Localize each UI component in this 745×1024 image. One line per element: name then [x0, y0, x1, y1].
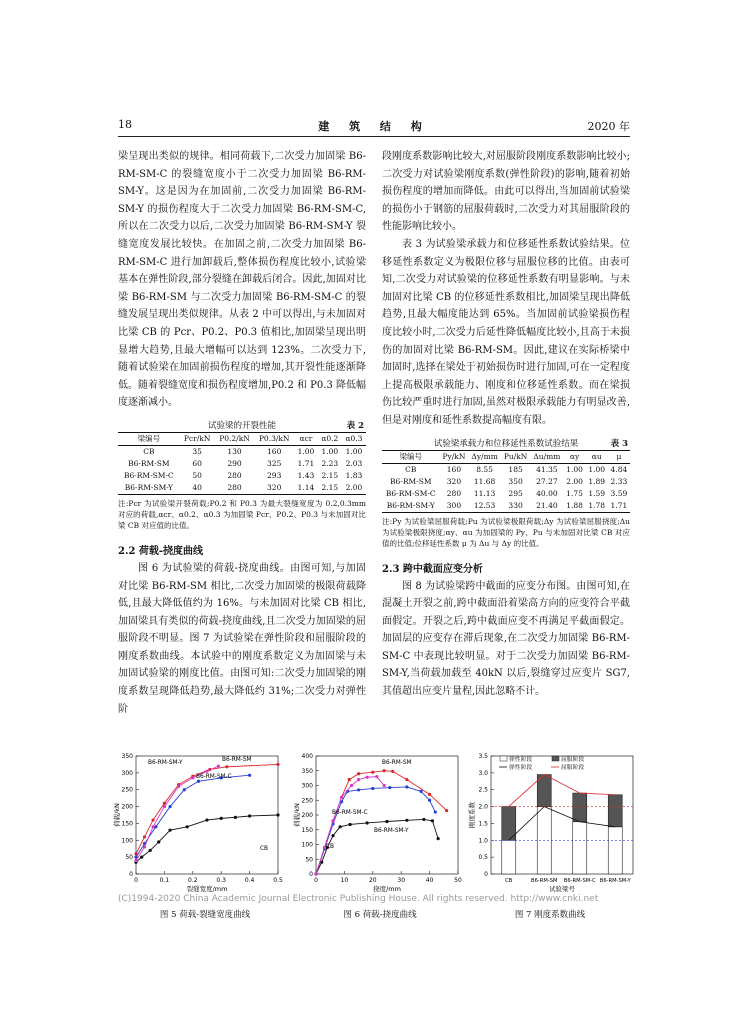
- legend-swatch: [500, 756, 507, 761]
- series-label: B6-RM-SM-C: [332, 810, 368, 816]
- y-tick-label: 350: [301, 767, 313, 775]
- x-tick-label: 0.4: [244, 877, 255, 884]
- right-para-3: 图 8 为试验梁跨中截面的应变分布图。由图可知,在混凝土开裂之前,跨中截面沿着梁高方向的应变符合平截面假定。开裂之后,跨中截面应变不再满足平截面假定。加固层的应变存在滞后现象,在二次受力加固梁 B6-RM-SM-C 中表现比较明显。对于二次受力加固梁 B6-RM-SM-Y,当荷载加载至 40kN 以后,裂缝穿过应变片 SG7,其值超出应变片量程,因此忽略不计。: [382, 580, 630, 698]
- legend-label: 弹性阶段: [509, 765, 533, 771]
- data-point-B6-RM-SM-C: [434, 810, 437, 813]
- table2-cell: 290: [227, 458, 242, 468]
- series-label: B6-RM-SM-Y: [148, 760, 183, 766]
- table2-cell: 280: [227, 470, 242, 480]
- data-point-B6-RM-SM-C: [183, 788, 186, 791]
- table3-cell: 1.00: [566, 464, 583, 474]
- data-point-B6-RM-SM-Y: [134, 859, 137, 862]
- bar-elastic: [573, 822, 587, 874]
- y-tick-label: 3.0: [478, 769, 488, 777]
- table2-cell: 130: [227, 446, 242, 456]
- left-para-1: 梁呈现出类似的规律。相同荷载下,二次受力加固梁 B6-RM-SM-C 的裂缝宽度小于二次受力加固梁 B6-RM-SM-Y。这是因为在加固前,二次受力加固梁 B6-RM-SM-Y 的损伤程度大于二次受力加固梁 B6-RM-SM-C,所以在二次受力以后,二次受力加固梁 B6-RM-SM-Y 裂缝宽度发展比较快。在加固之前,二次受力加固梁 B6-RM-SM-C 进行加卸载后,整体损伤程度比较小,试验梁基本在弹性阶段,部分裂缝在卸载后闭合。因此,加固对比梁 B6-RM-SM 与二次受力加固梁 B6-RM-SM-C 的裂缝发展呈现出类似规律。从表 2 中可以得出,与未加固对比梁 CB 的 Pcr、P0.2、P0.3 值相比,加固梁呈现出明显增大趋势,且最大增幅可以达到 123%。二次受力下,随着试验梁在加固前损伤程度的增加,其开裂性能逐渐降低。随着裂缝宽度和损伤程度增加,P0.2 和 P0.3 降低幅度逐渐减小。: [118, 151, 366, 409]
- y-tick-label: 2.5: [478, 786, 488, 794]
- data-point-B6-RM-SM-Y: [331, 819, 334, 822]
- data-point-B6-RM-SM-Y: [314, 872, 317, 875]
- table3-cell: 1.71: [610, 500, 628, 510]
- y-axis-label: 荷载/kN: [293, 803, 301, 827]
- data-point-CB: [157, 840, 160, 843]
- table2-cell: B6-RM-SM: [128, 458, 170, 468]
- series-label: CB: [260, 846, 269, 852]
- data-point-B6-RM-SM-Y: [177, 785, 180, 788]
- table2-cell: CB: [143, 446, 155, 456]
- table3-header-cell: μ: [616, 451, 622, 461]
- series-label: CB: [326, 844, 335, 850]
- x-tick-label: 0.2: [188, 877, 198, 884]
- y-tick-label: 200: [301, 812, 313, 819]
- table2-cell: 280: [227, 482, 242, 492]
- table3-cell: 1.89: [588, 476, 606, 486]
- figure-7-caption: 图 7 刚度系数曲线: [514, 910, 586, 920]
- data-point-CB: [431, 819, 434, 822]
- data-point-B6-RM-SM-Y: [143, 845, 146, 848]
- y-axis-label: 荷载/kN: [113, 803, 121, 827]
- table3-cell: 8.55: [476, 464, 493, 474]
- data-point-B6-RM-SM: [151, 818, 154, 821]
- x-tick-label: 0.1: [159, 877, 170, 884]
- legend-label: 弹性阶段: [509, 757, 533, 763]
- y-tick-label: 50: [125, 854, 133, 862]
- section-2-2-heading: 2.2 荷载-挠度曲线: [118, 545, 204, 557]
- table2-header-cell: P0.2/kN: [219, 433, 250, 443]
- table2-cell: 1.00: [345, 446, 363, 456]
- y-tick-label: 200: [121, 803, 133, 811]
- data-point-B6-RM-SM-C: [371, 787, 374, 790]
- table2-header-cell: 梁编号: [137, 433, 161, 443]
- x-category-label: B6-RM-SM-Y: [599, 878, 631, 884]
- table2-cell: 50: [192, 470, 202, 480]
- figure-6: [290, 748, 465, 898]
- data-point-B6-RM-SM-Y: [340, 796, 343, 799]
- x-tick-label: 0.3: [216, 877, 226, 884]
- table2-header-cell: αcr: [299, 433, 313, 443]
- x-tick-label: 10: [340, 877, 349, 884]
- series-label: B6-RM-SM: [382, 760, 412, 766]
- table3-header-row: [382, 450, 630, 463]
- table2-cell: 60: [192, 458, 202, 468]
- data-point-B6-RM-SM-Y: [383, 784, 386, 787]
- data-point-CB: [385, 820, 388, 823]
- table3-cell: B6-RM-SM: [390, 476, 432, 486]
- table2: [118, 432, 366, 495]
- data-point-B6-RM-SM: [371, 771, 374, 774]
- table3-cell: 185: [508, 464, 523, 474]
- y-tick-label: 150: [121, 820, 133, 828]
- table3-cell: B6-RM-SM-Y: [386, 500, 435, 510]
- table3-cell: 40.00: [536, 488, 558, 498]
- bar-yield: [608, 795, 622, 827]
- watermark: (C)1994-2020 China Academic Journal Electronic Publishing House. All rights reserved. http://www.cnki.net: [118, 894, 599, 904]
- data-point-CB: [422, 818, 425, 821]
- data-point-CB: [437, 837, 440, 840]
- y-tick-label: 0.5: [478, 854, 488, 862]
- data-point-B6-RM-SM-Y: [366, 776, 369, 779]
- table3-cell: 1.59: [588, 488, 606, 498]
- table3-row: [382, 476, 630, 488]
- x-tick-label: 0.5: [273, 877, 283, 884]
- table3-header-cell: Pu/kN: [503, 451, 528, 461]
- figure-7: [465, 748, 640, 898]
- table2-cell: 1.14: [297, 482, 315, 492]
- y-tick-label: 0: [129, 871, 133, 878]
- bar-yield: [573, 793, 587, 822]
- table2-cell: 320: [267, 482, 282, 492]
- data-point-B6-RM-SM: [405, 778, 408, 781]
- table2-row: [118, 445, 366, 458]
- data-point-B6-RM-SM-C: [197, 780, 200, 783]
- data-point-CB: [149, 849, 152, 852]
- figure-7-chart: [465, 748, 640, 898]
- table3-header-cell: Δy/mm: [471, 451, 498, 461]
- y-tick-label: 300: [121, 769, 133, 777]
- data-point-B6-RM-SM-Y: [357, 778, 360, 781]
- legend-swatch: [552, 756, 559, 761]
- data-point-B6-RM-SM: [276, 763, 279, 766]
- table3-cell: 330: [508, 500, 523, 510]
- table3-number: 表 3: [610, 438, 628, 449]
- x-axis-label: 裂缝宽度/mm: [186, 885, 228, 893]
- data-point-B6-RM-SM: [383, 769, 386, 772]
- table3-cell: 11.13: [473, 488, 496, 498]
- table2-note: 注:Pcr 为试验梁开裂荷载;P0.2 和 P0.3 为最大裂缝宽度为 0.2,0.3mm 对应的荷载,αcr、α0.2、α0.3 为加固梁 Pcr、P0.2、P0.3 与未加固对比梁 CB 对应值的比值。: [118, 498, 366, 530]
- table3-header-cell: αy: [569, 451, 580, 461]
- data-point-CB: [168, 829, 171, 832]
- y-tick-label: 350: [121, 753, 133, 760]
- table3-cell: 320: [446, 476, 462, 486]
- data-point-B6-RM-SM-Y: [151, 825, 154, 828]
- data-point-B6-RM-SM-C: [248, 774, 251, 777]
- data-point-B6-RM-SM: [348, 778, 351, 781]
- table3-caption: [382, 438, 630, 450]
- x-tick-label: 0: [134, 877, 138, 884]
- x-category-label: B6-RM-SM: [531, 878, 558, 884]
- table3-cell: 1.78: [588, 500, 606, 510]
- x-axis-label: 挠度/mm: [373, 885, 401, 893]
- y-tick-label: 100: [301, 841, 313, 849]
- page-number: 18: [118, 118, 132, 131]
- x-tick-label: 30: [397, 877, 406, 884]
- elastic-trend-line: [509, 807, 616, 841]
- data-point-B6-RM-SM: [225, 765, 228, 768]
- table2-cell: 40: [192, 482, 202, 492]
- header-rule: [118, 136, 630, 137]
- figure-5: [110, 748, 285, 898]
- y-tick-label: 100: [121, 837, 133, 845]
- table3-cell: 3.59: [610, 488, 628, 498]
- table2-cell: 1.43: [297, 470, 315, 480]
- y-tick-label: 1.0: [478, 837, 488, 845]
- data-point-B6-RM-SM-C: [428, 799, 431, 802]
- table2-caption: [118, 420, 366, 432]
- data-point-B6-RM-SM-C: [154, 825, 157, 828]
- table3-header-cell: 梁编号: [399, 451, 423, 461]
- data-point-CB: [405, 819, 408, 822]
- data-point-CB: [339, 825, 342, 828]
- legend-label: 屈服阶段: [561, 765, 585, 771]
- table3-cell: 1.75: [566, 488, 583, 498]
- table2-cell: B6-RM-SM-Y: [124, 482, 173, 492]
- x-tick-label: 40: [425, 877, 434, 884]
- data-point-CB: [220, 817, 223, 820]
- table2-cell: 1.71: [297, 458, 315, 468]
- table2-cell: 1.00: [297, 446, 315, 456]
- figure-6-chart: [290, 748, 465, 898]
- table2-row: [118, 470, 366, 482]
- data-point-CB: [205, 818, 208, 821]
- x-category-label: B6-RM-SM-C: [563, 878, 596, 884]
- series-line-B6-RM-SM: [316, 771, 447, 874]
- legend-label: 屈服阶段: [561, 757, 585, 763]
- y-tick-label: 250: [121, 786, 133, 794]
- y-tick-label: 300: [301, 782, 313, 790]
- table3-note: 注:Py 为试验梁屈服荷载;Pu 为试验梁极限荷载;Δy 为试验梁屈服挠度;Δu 为试验梁极限挠度;αy、αu 为加固梁的 Py、Pu 与未加固对比梁 CB 对应值的比值;位移延性系数 μ 为 Δu 与 Δy 的比值。: [382, 516, 630, 548]
- series-label: B6-RM-SM: [222, 757, 252, 763]
- data-point-B6-RM-SM: [391, 770, 394, 773]
- left-column: [118, 148, 366, 718]
- table2-cell: B6-RM-SM-C: [123, 470, 174, 480]
- bar-elastic: [502, 840, 516, 874]
- figure-5-chart: [110, 748, 285, 898]
- table3-row: [382, 488, 630, 500]
- table3-header-cell: αu: [591, 451, 602, 461]
- data-point-B6-RM-SM-Y: [163, 805, 166, 808]
- y-tick-label: 2.0: [478, 803, 488, 811]
- table2-cell: 1.83: [345, 470, 363, 480]
- table3-cell: 11.68: [473, 476, 496, 486]
- table3-cell: 160: [446, 464, 462, 474]
- data-point-CB: [248, 814, 251, 817]
- y-tick-label: 1.5: [478, 820, 488, 828]
- data-point-CB: [331, 834, 334, 837]
- y-tick-label: 3.5: [478, 753, 488, 760]
- series-line-B6-RM-SM-C: [136, 775, 250, 857]
- data-point-B6-RM-SM: [143, 835, 146, 838]
- table2-cell: 2.00: [345, 482, 363, 492]
- table2-header-row: [118, 432, 366, 445]
- page-header: [118, 118, 630, 134]
- table3-header-cell: Δu/mm: [533, 451, 561, 461]
- right-para-2: 表 3 为试验梁承载力和位移延性系数试验结果。位移延性系数定义为极限位移与屈服位移的比值。由表可知,二次受力对试验梁的位移延性系数有明显影响。与未加固对比梁 CB 的位移延性系数相比,加固梁呈现出降低趋势,且最大幅度能达到 65%。当加固前试验梁损伤程度比较小时,二次受力后延性降低幅度比较小,且高于未损伤的加固对比梁 B6-RM-SM。因此,建议在实际桥梁中加固时,选择在梁处于初始损伤时进行加固,可在一定程度上提高极限承载能力、刚度和位移延性系数。而在梁损伤比较严重时进行加固,虽然对极限承载能力有明显改善,但是对刚度和延性系数提高幅度有限。: [382, 238, 630, 426]
- table2-cell: 160: [267, 446, 282, 456]
- data-point-B6-RM-SM-C: [168, 805, 171, 808]
- data-point-CB: [276, 813, 279, 816]
- table2-header-cell: α0.2: [321, 433, 339, 443]
- y-tick-label: 50: [305, 856, 313, 864]
- data-point-CB: [140, 856, 143, 859]
- table2-cell: 325: [267, 458, 282, 468]
- x-tick-label: 0: [314, 877, 318, 884]
- data-point-CB: [186, 825, 189, 828]
- x-tick-label: 20: [368, 877, 377, 884]
- data-point-B6-RM-SM-C: [405, 785, 408, 788]
- figure-6-caption: 图 6 荷载-挠度曲线: [343, 910, 417, 920]
- table3-row: [382, 463, 630, 476]
- table3-cell: 27.27: [536, 476, 558, 486]
- data-point-CB: [366, 821, 369, 824]
- y-tick-label: 0: [484, 871, 488, 878]
- table2-header-cell: α0.3: [345, 433, 363, 443]
- y-tick-label: 400: [301, 753, 313, 760]
- x-category-label: CB: [505, 878, 513, 884]
- table2-row: [118, 458, 366, 470]
- data-point-B6-RM-SM: [445, 809, 448, 812]
- journal-year: 2020 年: [587, 120, 630, 133]
- table2-title: 试验梁的开裂性能: [207, 420, 276, 431]
- table3-cell: 1.00: [588, 464, 606, 474]
- data-point-B6-RM-SM-Y: [191, 776, 194, 779]
- journal-title: 建 筑 结 构: [318, 120, 430, 133]
- table2-cell: 2.03: [345, 458, 363, 468]
- table2-cell: 2.15: [321, 470, 339, 480]
- table3-cell: 41.35: [536, 464, 558, 474]
- table3-cell: 21.40: [536, 500, 558, 510]
- right-column: [382, 148, 630, 701]
- x-axis-label: 试验梁号: [549, 885, 575, 893]
- figures-row: [110, 748, 640, 978]
- table3-cell: 295: [508, 488, 523, 498]
- table3-cell: 350: [508, 476, 523, 486]
- section-2-3-heading: 2.3 跨中截面应变分析: [382, 563, 483, 575]
- table3-cell: 300: [446, 500, 462, 510]
- data-point-B6-RM-SM-Y: [375, 775, 378, 778]
- yield-trend-line: [509, 775, 616, 807]
- series-line-CB: [136, 815, 278, 862]
- table3-header-cell: Py/kN: [442, 451, 466, 461]
- table2-header-cell: Pcr/kN: [183, 433, 211, 443]
- table2-cell: 2.23: [321, 458, 339, 468]
- y-axis-label: 刚度系数: [468, 802, 476, 828]
- data-point-B6-RM-SM-C: [357, 788, 360, 791]
- left-para-2: 图 6 为试验梁的荷载-挠度曲线。由图可知,与加固对比梁 B6-RM-SM 相比,二次受力加固梁的极限荷载降低,且最大降低值约为 16%。与未加固对比梁 CB 相比,加固梁具有类似的荷载-挠度曲线,且二次受力加固梁的屈服阶段不明显。图 7 为试验梁在弹性阶段和屈服阶段的刚度系数曲线。本试验中的刚度系数定义为加固梁与未加固试验梁的刚度比值。由图可知:二次受力加固梁的刚度系数呈现降低趋势,最大降低约 31%;二次受力对弹性阶: [118, 562, 366, 715]
- table2-cell: 35: [192, 446, 202, 456]
- figure-5-caption: 图 5 荷载-裂缝宽度曲线: [159, 910, 251, 920]
- data-point-B6-RM-SM-C: [419, 790, 422, 793]
- table2-header-cell: P0.3/kN: [258, 433, 290, 443]
- data-point-B6-RM-SM-C: [388, 786, 391, 789]
- table2-cell: 1.00: [321, 446, 339, 456]
- table3-row: [382, 500, 630, 513]
- data-point-CB: [348, 823, 351, 826]
- data-point-CB: [234, 816, 237, 819]
- table3-cell: 1.88: [566, 500, 583, 510]
- table2-row: [118, 482, 366, 495]
- y-tick-label: 250: [301, 797, 313, 805]
- y-tick-label: 0: [309, 871, 313, 878]
- table2-cell: 293: [267, 470, 282, 480]
- bar-elastic: [608, 827, 622, 874]
- table2-cell: 2.15: [321, 482, 339, 492]
- x-tick-label: 50: [454, 877, 462, 884]
- data-point-B6-RM-SM: [357, 772, 360, 775]
- table3-title: 试验梁承载力和位移延性系数试验结果: [433, 438, 579, 449]
- table2-number: 表 2: [346, 420, 364, 431]
- series-label: B6-RM-SM-C: [196, 774, 232, 780]
- series-label: B6-RM-SM-Y: [374, 828, 409, 834]
- table3-cell: 2.00: [566, 476, 583, 486]
- table3-cell: B6-RM-SM-C: [385, 488, 436, 498]
- data-point-B6-RM-SM-Y: [205, 770, 208, 773]
- data-point-B6-RM-SM-Y: [217, 765, 220, 768]
- table3: [382, 450, 630, 513]
- data-point-B6-RM-SM: [428, 793, 431, 796]
- data-point-B6-RM-SM-Y: [350, 784, 353, 787]
- table3-cell: 280: [446, 488, 462, 498]
- table3-cell: 2.33: [610, 476, 628, 486]
- table3-cell: 12.53: [473, 500, 496, 510]
- right-para-1: 段刚度系数影响比较大,对屈服阶段刚度系数影响比较小;二次受力对试验梁刚度系数(弹性阶段)的影响,随着初始损伤程度的增加而降低。由此可以得出,当加固前试验梁的损伤小于钢筋的屈服荷载时,二次受力对其屈服阶段的性能影响比较小。: [382, 151, 630, 233]
- table3-cell: 4.84: [610, 464, 628, 474]
- y-tick-label: 150: [301, 826, 313, 834]
- table3-cell: CB: [405, 464, 417, 474]
